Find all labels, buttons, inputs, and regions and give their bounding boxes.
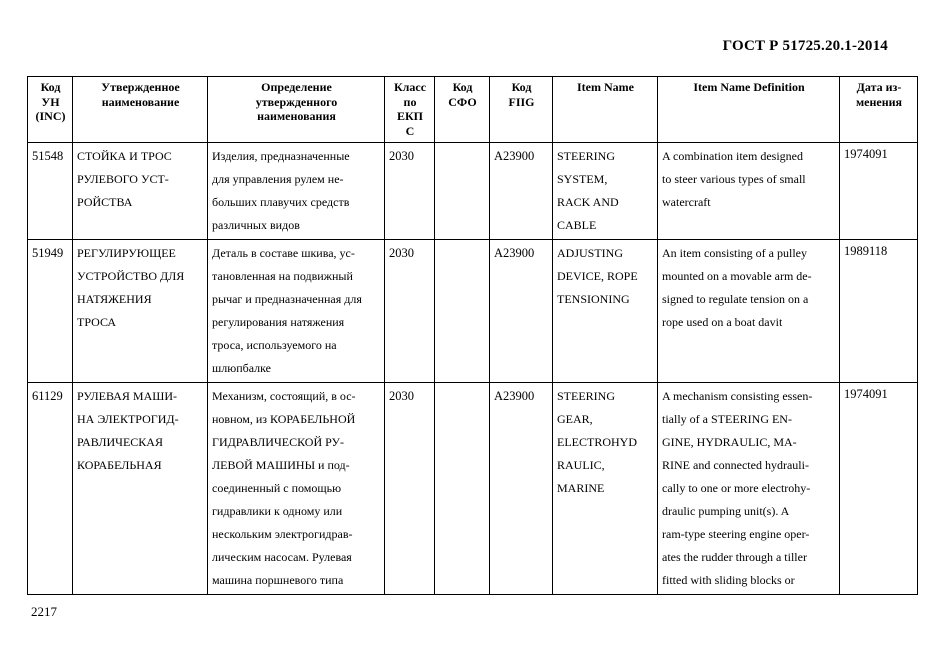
cell-date: 1974091: [840, 383, 918, 595]
header-sfo: Код СФО: [435, 77, 490, 143]
table-header-row: [28, 77, 918, 143]
cell-class: 2030: [385, 240, 435, 383]
catalog-table: [27, 76, 918, 595]
page-number: 2217: [31, 604, 57, 619]
cell-sfo: [435, 143, 490, 240]
cell-item-name: STEERING GEAR, ELECTROHYD RAULIC, MARINE: [553, 383, 658, 595]
cell-fiig: A23900: [490, 383, 553, 595]
cell-item-definition: A mechanism consisting essen- tially of a STEERING EN- GINE, HYDRAULIC, MA- RINE and connected hydrauli- cally to one or more electrohy- draulic pumping unit(s). A ram-type steering engine oper- ates the rudder through a tiller fitted with sliding blocks or: [658, 383, 840, 595]
cell-fiig: A23900: [490, 143, 553, 240]
cell-class: 2030: [385, 383, 435, 595]
cell-item-name: STEERING SYSTEM, RACK AND CABLE: [553, 143, 658, 240]
cell-item-definition: A combination item designed to steer various types of small watercraft: [658, 143, 840, 240]
cell-approved-name: СТОЙКА И ТРОС РУЛЕВОГО УСТ- РОЙСТВА: [73, 143, 208, 240]
table-row: [28, 143, 918, 240]
header-definition: Определение утвержденного наименования: [208, 77, 385, 143]
header-class: Класс по ЕКП С: [385, 77, 435, 143]
cell-item-definition: An item consisting of a pulley mounted on a movable arm de- signed to regulate tension on a rope used on a boat davit: [658, 240, 840, 383]
cell-date: 1974091: [840, 143, 918, 240]
header-fiig: Код FIIG: [490, 77, 553, 143]
cell-sfo: [435, 383, 490, 595]
cell-class: 2030: [385, 143, 435, 240]
cell-sfo: [435, 240, 490, 383]
cell-approved-name: РУЛЕВАЯ МАШИ- НА ЭЛЕКТРОГИД- РАВЛИЧЕСКАЯ КОРАБЕЛЬНАЯ: [73, 383, 208, 595]
header-approved-name: Утвержденное наименование: [73, 77, 208, 143]
header-date: Дата из- менения: [840, 77, 918, 143]
cell-fiig: A23900: [490, 240, 553, 383]
header-item-definition: Item Name Definition: [658, 77, 840, 143]
header-inc: Код УН (INC): [28, 77, 73, 143]
cell-item-name: ADJUSTING DEVICE, ROPE TENSIONING: [553, 240, 658, 383]
table-row: [28, 383, 918, 595]
cell-approved-name: РЕГУЛИРУЮЩЕЕ УСТРОЙСТВО ДЛЯ НАТЯЖЕНИЯ ТРОСА: [73, 240, 208, 383]
cell-definition: Изделия, предназначенные для управления рулем не- больших плавучих средств различных видов: [208, 143, 385, 240]
document-id: ГОСТ Р 51725.20.1-2014: [722, 38, 888, 54]
cell-inc: 51548: [28, 143, 73, 240]
cell-definition: Механизм, состоящий, в ос- новном, из КОРАБЕЛЬНОЙ ГИДРАВЛИЧЕСКОЙ РУ- ЛЕВОЙ МАШИНЫ и под- соединенный с помощью гидравлики к одному или нескольким электрогидрав- лическим насосам. Рулевая машина поршневого типа: [208, 383, 385, 595]
table-row: [28, 240, 918, 383]
cell-inc: 61129: [28, 383, 73, 595]
cell-date: 1989118: [840, 240, 918, 383]
header-item-name: Item Name: [553, 77, 658, 143]
cell-definition: Деталь в составе шкива, ус- тановленная на подвижный рычаг и предназначенная для регулирования натяжения троса, используемого на шлюпбалке: [208, 240, 385, 383]
cell-inc: 51949: [28, 240, 73, 383]
